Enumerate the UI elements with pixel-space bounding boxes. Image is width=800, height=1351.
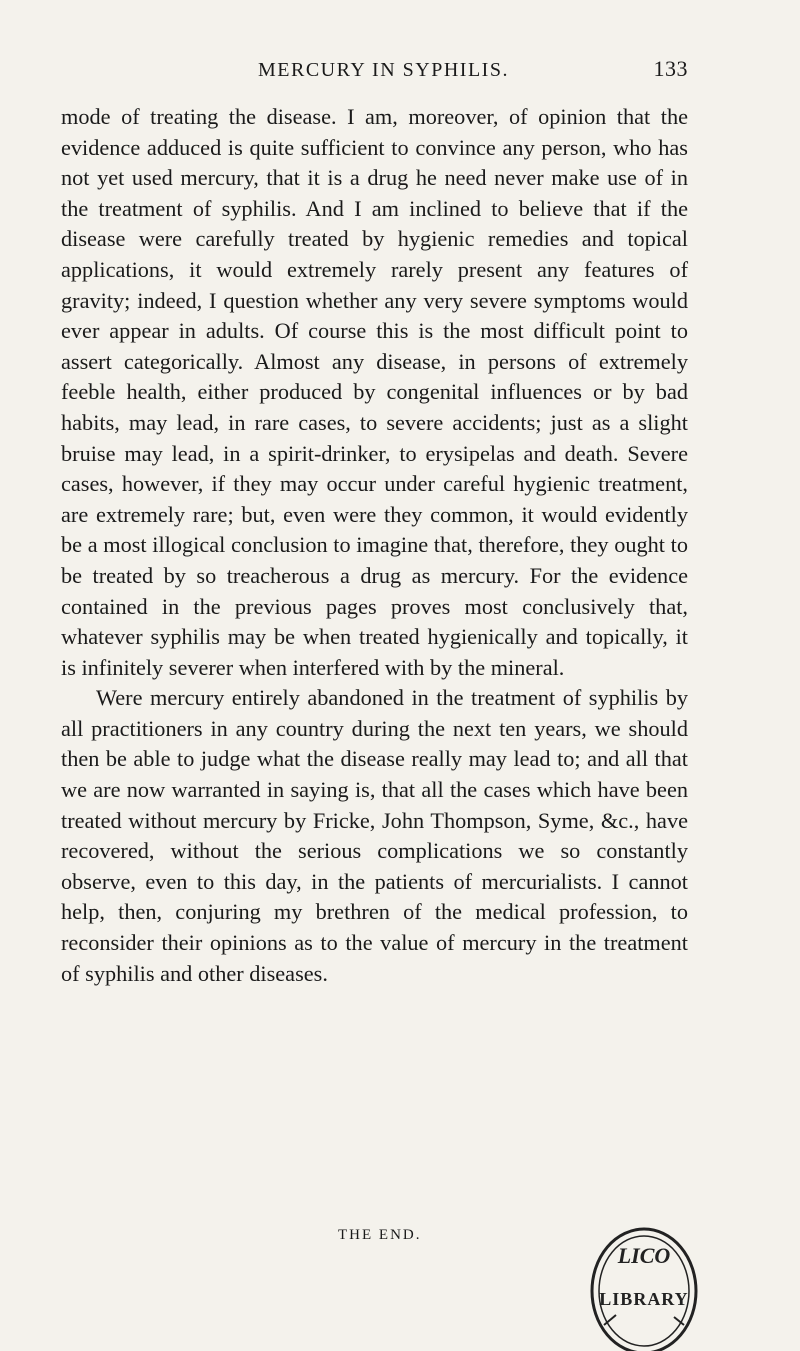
page-number: 133 xyxy=(653,56,688,81)
running-title: MERCURY IN SYPHILIS. xyxy=(258,59,509,81)
the-end-label: THE END. xyxy=(338,1227,422,1243)
paragraph-1: mode of treating the disease. I am, moreover, of opinion that the evidence adduced is quite sufficient to convince any person, who has not yet used mercury, that it is a drug he need never make use of in the treatment of syphilis. And I am inclined to believe that if the disease were carefully treated by hygienic remedies and topical applications, it would extremely rarely present any features of gravity; indeed, I question whether any very severe symptoms would ever appear in adults. Of course this is the most difficult point to assert categorically. Almost any disease, in persons of extremely feeble health, either produced by congenital influences or by bad habits, may lead, in rare cases, to severe accidents; just as a slight bruise may lead, in a spirit-drinker, to erysipelas and death. Severe cases, however, if they may occur under careful hygienic treatment, are extremely rare; but, even were they common, it would evidently be a most illogical conclusion to imagine that, therefore, they ought to be treated by so treacherous a drug as mercury. For the evidence contained in the previous pages proves most conclusively that, whatever syphilis may be when treated hygienically and topically, it is infinitely severer when interfered with by the mineral. xyxy=(61,104,688,680)
body-text xyxy=(61,102,688,989)
running-header xyxy=(258,56,688,82)
stamp-arc-text: LICO xyxy=(617,1243,671,1268)
library-stamp xyxy=(582,1213,702,1351)
paragraph-2: Were mercury entirely abandoned in the treatment of syphilis by all practitioners in any country during the next ten years, we should then be able to judge what the disease really may lead to; and all that we are now warranted in saying is, that all the cases which have been treated without mercury by Fricke, John Thompson, Syme, &c., have recovered, without the serious complications we so constantly observe, even to this day, in the patients of mercurialists. I cannot help, then, conjuring my brethren of the medical profession, to reconsider their opinions as to the value of mercury in the treatment of syphilis and other diseases. xyxy=(61,685,688,986)
stamp-label: LIBRARY xyxy=(599,1289,689,1309)
